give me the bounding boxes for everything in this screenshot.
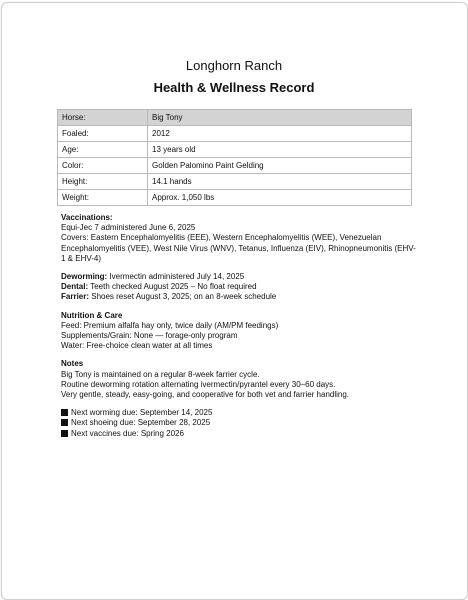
field-label: Age:	[58, 142, 148, 158]
feed-line: Feed: Premium alfalfa hay only, twice daily (AM/PM feedings)	[61, 320, 279, 330]
due-date-text: Next vaccines due: Spring 2026	[71, 428, 184, 438]
horse-info-table	[57, 109, 412, 206]
due-date-text: Next worming due: September 14, 2025	[71, 408, 213, 418]
square-bullet-icon	[61, 409, 68, 416]
vaccinations-section	[61, 213, 416, 264]
water-line: Water: Free-choice clean water at all times	[61, 341, 213, 351]
list-item	[61, 429, 416, 439]
ranch-name: Longhorn Ranch	[185, 58, 283, 73]
table-row	[58, 158, 412, 174]
list-item	[61, 408, 416, 418]
record-body	[61, 213, 416, 439]
document-title: Health & Wellness Record	[153, 80, 315, 95]
notes-section	[61, 359, 416, 400]
table-row	[58, 142, 412, 158]
table-row	[58, 190, 412, 206]
dental-label: Dental:	[61, 282, 89, 292]
supplements-line: Supplements/Grain: None — forage-only program	[61, 331, 238, 341]
dental-text: Teeth checked August 2025 – No float required	[88, 282, 257, 292]
due-dates-list	[61, 408, 416, 439]
field-value: 13 years old	[148, 142, 412, 158]
square-bullet-icon	[61, 430, 68, 437]
farrier-text: Shoes reset August 3, 2025; on an 8-week schedule	[89, 292, 277, 302]
notes-line: Very gentle, steady, easy-going, and cooperative for both vet and farrier handling.	[61, 390, 350, 400]
field-value: Golden Palomino Paint Gelding	[148, 158, 412, 174]
dental-line	[61, 282, 416, 292]
square-bullet-icon	[61, 419, 68, 426]
field-value: 14.1 hands	[148, 174, 412, 190]
vaccinations-heading: Vaccinations:	[61, 213, 113, 222]
nutrition-heading: Nutrition & Care	[61, 310, 123, 320]
vaccination-line: Equi-Jec 7 administered June 6, 2025	[61, 223, 196, 233]
table-row	[58, 126, 412, 142]
nutrition-section	[61, 311, 416, 352]
field-value: Approx. 1,050 lbs	[148, 190, 412, 206]
farrier-line	[61, 292, 416, 302]
field-label: Color:	[58, 158, 148, 174]
field-value: 2012	[148, 126, 412, 142]
field-label: Foaled:	[58, 126, 148, 142]
field-label: Weight:	[58, 190, 148, 206]
notes-line: Routine deworming rotation alternating ivermectin/pyrantel every 30–60 days.	[61, 379, 336, 389]
deworming-label: Deworming:	[61, 272, 108, 282]
field-value: Big Tony	[148, 110, 412, 126]
list-item	[61, 418, 416, 428]
table-row	[58, 174, 412, 190]
field-label: Height:	[58, 174, 148, 190]
farrier-label: Farrier:	[61, 292, 90, 302]
deworming-line	[61, 272, 416, 282]
vaccination-coverage: Covers: Eastern Encephalomyelitis (EEE), Western Encephalomyelitis (WEE), Venezuelan Encephalomyelitis (VEE), West Nile Virus (WNV), Tetanus, Influenza (EIV), Rhinopneumonitis (EHV-1 & EHV-4)	[61, 233, 416, 263]
field-label: Horse:	[58, 110, 148, 126]
notes-line: Big Tony is maintained on a regular 8-week farrier cycle.	[61, 369, 260, 379]
care-section	[61, 272, 416, 303]
table-row	[58, 110, 412, 126]
due-date-text: Next shoeing due: September 28, 2025	[71, 418, 211, 428]
deworming-text: Ivermectin administered July 14, 2025	[107, 272, 245, 282]
notes-heading: Notes	[61, 359, 84, 369]
